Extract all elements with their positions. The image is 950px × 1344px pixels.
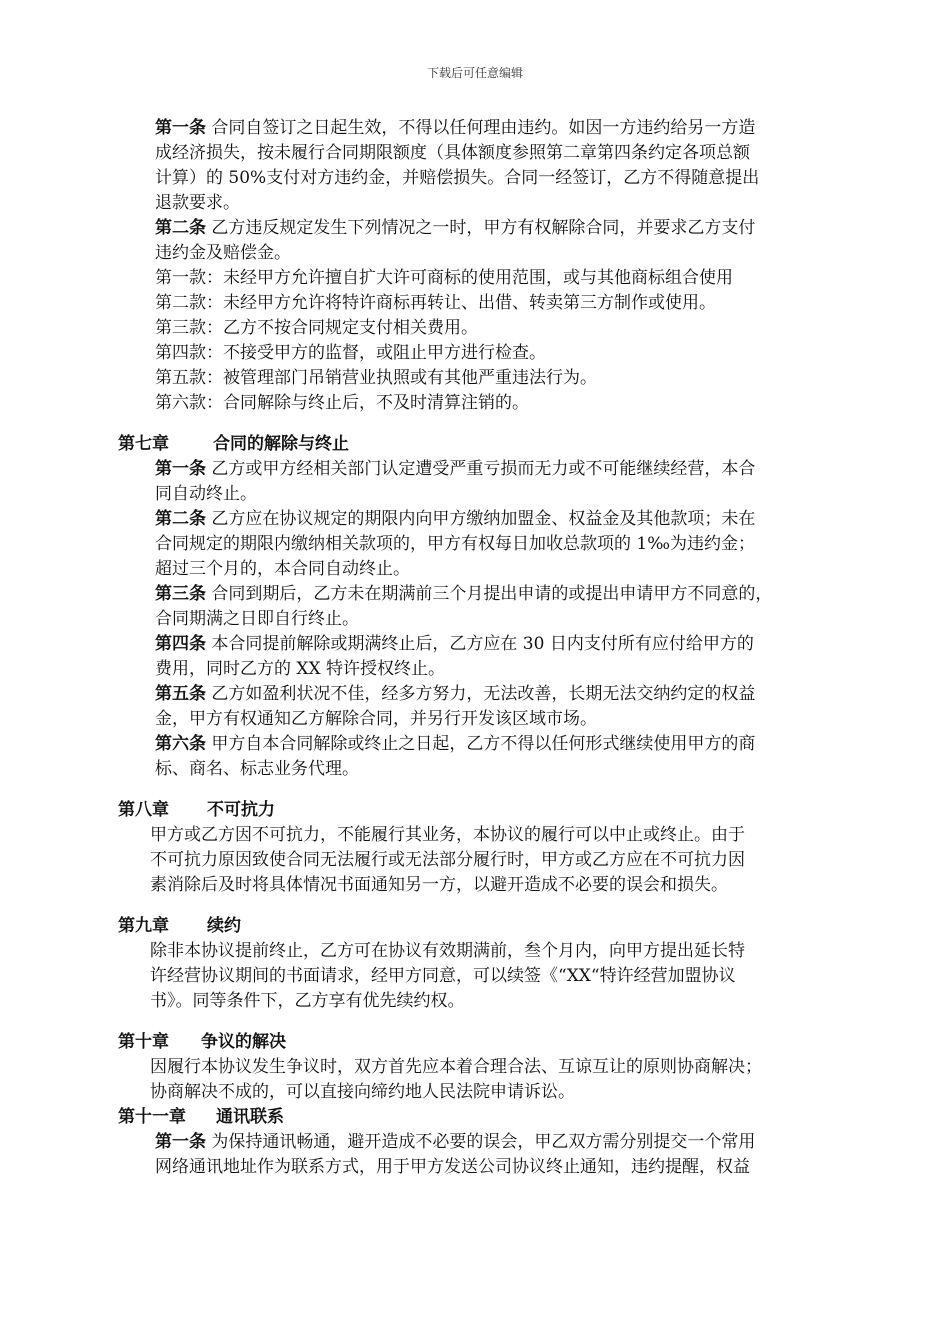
article-line: 成经济损失，按未履行合同期限额度（具体额度参照第二章第四条约定各项总额 <box>155 143 750 163</box>
chapter-heading: 第十章 争议的解决 <box>118 1032 286 1052</box>
article-line: 网络通讯地址作为联系方式，用于甲方发送公司协议终止通知，违约提醒，权益 <box>155 1157 750 1177</box>
article-label: 第一条 <box>155 118 206 138</box>
article-line: 费用，同时乙方的 XX 特许授权终止。 <box>155 659 446 679</box>
article-label: 第三条 <box>155 584 206 604</box>
article-label: 第六条 <box>155 734 206 754</box>
article-line: 第一条 乙方或甲方经相关部门认定遭受严重亏损而无力或不可能继续经营，本合 <box>155 459 756 479</box>
chapter-heading: 第九章 续约 <box>118 916 241 936</box>
article-label: 第二条 <box>155 218 206 238</box>
chapter-heading: 第七章 合同的解除与终止 <box>118 434 349 454</box>
article-line: 退款要求。 <box>155 193 240 213</box>
article-label: 第五条 <box>155 684 206 704</box>
article-line: 超过三个月的，本合同自动终止。 <box>155 559 410 579</box>
article-line: 金，甲方有权通知乙方解除合同，并另行开发该区域市场。 <box>155 709 597 729</box>
article-line: 计算）的 50%支付对方违约金，并赔偿损失。合同一经签订，乙方不得随意提出 <box>155 168 760 188</box>
chapter-heading: 第十一章 通讯联系 <box>118 1107 284 1127</box>
paragraph-line: 许经营协议期间的书面请求，经甲方同意，可以续签《“XX“特许经营加盟协议 <box>150 966 736 986</box>
clause-line: 第五款：被管理部门吊销营业执照或有其他严重违法行为。 <box>155 368 597 388</box>
article-line: 合同期满之日即自行终止。 <box>155 609 359 629</box>
article-line: 第六条 甲方自本合同解除或终止之日起，乙方不得以任何形式继续使用甲方的商 <box>155 734 756 754</box>
article-label: 第四条 <box>155 634 206 654</box>
paragraph-line: 除非本协议提前终止，乙方可在协议有效期满前，叁个月内，向甲方提出延长特 <box>150 941 745 961</box>
article-label: 第一条 <box>155 459 206 479</box>
chapter-heading: 第八章 不可抗力 <box>118 800 275 820</box>
page-header: 下载后可任意编辑 <box>426 66 523 80</box>
article-label: 第二条 <box>155 509 206 529</box>
article-line: 第一条 为保持通讯畅通，避开造成不必要的误会，甲乙双方需分别提交一个常用 <box>155 1132 756 1152</box>
clause-line: 第一款：未经甲方允许擅自扩大许可商标的使用范围，或与其他商标组合使用 <box>155 268 733 288</box>
document-body <box>0 116 950 1180</box>
clause-line: 第六款：合同解除与终止后，不及时清算注销的。 <box>155 393 529 413</box>
article-line: 第四条 本合同提前解除或期满终止后，乙方应在 30 日内支付所有应付给甲方的 <box>155 634 754 654</box>
article-line: 第二条 乙方应在协议规定的期限内向甲方缴纳加盟金、权益金及其他款项；未在 <box>155 509 756 529</box>
article-line: 标、商名、标志业务代理。 <box>155 759 359 779</box>
clause-line: 第四款：不接受甲方的监督，或阻止甲方进行检查。 <box>155 343 546 363</box>
paragraph-line: 甲方或乙方因不可抗力，不能履行其业务，本协议的履行可以中止或终止。由于 <box>150 825 745 845</box>
article-line: 第三条 合同到期后，乙方未在期满前三个月提出申请的或提出申请甲方不同意的， <box>155 584 773 604</box>
article-line: 同自动终止。 <box>155 484 257 504</box>
article-line: 违约金及赔偿金。 <box>155 243 291 263</box>
paragraph-line: 书》。同等条件下，乙方享有优先续约权。 <box>150 991 465 1011</box>
paragraph-line: 不可抗力原因致使合同无法履行或无法部分履行时，甲方或乙方应在不可抗力因 <box>150 850 745 870</box>
article-line: 第五条 乙方如盈利状况不佳，经多方努力，无法改善，长期无法交纳约定的权益 <box>155 684 756 704</box>
article-line: 合同规定的期限内缴纳相关款项的，甲方有权每日加收总款项的 1‰为违约金； <box>155 534 756 554</box>
paragraph-line: 因履行本协议发生争议时，双方首先应本着合理合法、互谅互让的原则协商解决； <box>150 1057 762 1077</box>
article-line: 第二条 乙方违反规定发生下列情况之一时，甲方有权解除合同，并要求乙方支付 <box>155 218 756 238</box>
clause-line: 第二款：未经甲方允许将特许商标再转让、出借、转卖第三方制作或使用。 <box>155 293 716 313</box>
clause-line: 第三款：乙方不按合同规定支付相关费用。 <box>155 318 478 338</box>
article-line: 第一条 合同自签订之日起生效，不得以任何理由违约。如因一方违约给另一方造 <box>155 118 756 138</box>
article-label: 第一条 <box>155 1132 206 1152</box>
paragraph-line: 素消除后及时将具体情况书面通知另一方，以避开造成不必要的误会和损失。 <box>150 875 728 895</box>
paragraph-line: 协商解决不成的，可以直接向缔约地人民法院申请诉讼。 <box>150 1082 575 1102</box>
